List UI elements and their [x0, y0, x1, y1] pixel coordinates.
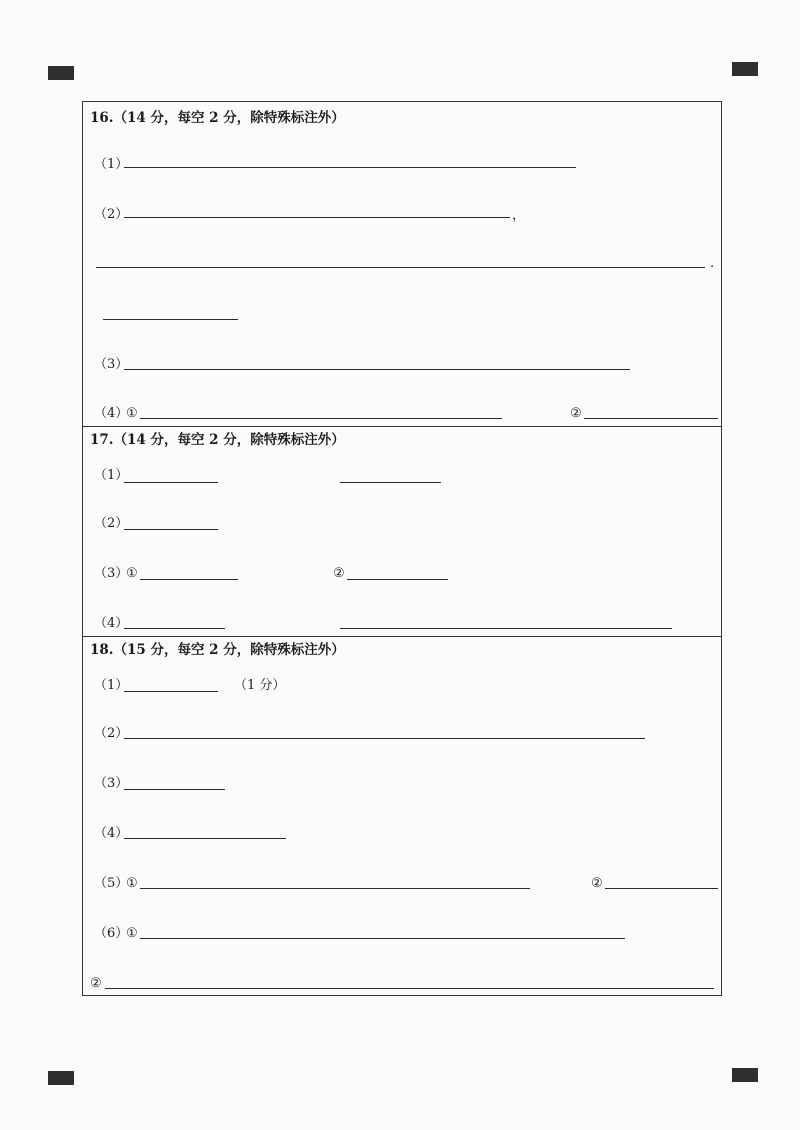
q18-part-3-label: （3）: [94, 776, 129, 791]
q16-part-4-circle-2: ②: [570, 406, 582, 421]
registration-mark-bottom-right: [732, 1068, 758, 1082]
q16-part-1-label: （1）: [94, 157, 129, 172]
question-16-header: 16.（14 分，每空 2 分，除特殊标注外）: [90, 110, 345, 126]
q18-part-3-answer-line[interactable]: [124, 789, 225, 790]
q16-part-1-answer-line[interactable]: [124, 167, 576, 168]
q18-part-6-circle-2: ②: [90, 976, 102, 991]
q18-part-5-circle-1: ①: [126, 876, 138, 891]
q18-part-6-answer-line-2[interactable]: [105, 988, 714, 989]
q16-part-3-label: （3）: [94, 357, 129, 372]
registration-mark-top-right: [732, 62, 758, 76]
question-17-header: 17.（14 分，每空 2 分，除特殊标注外）: [90, 432, 345, 448]
q18-part-1-score-note: （1 分）: [234, 678, 286, 693]
q18-part-2-answer-line[interactable]: [124, 738, 645, 739]
q18-part-4-label: （4）: [94, 826, 129, 841]
q18-part-5-label: （5）: [94, 876, 129, 891]
q16-part-3-answer-line[interactable]: [124, 369, 630, 370]
q17-part-1-answer-line-1[interactable]: [124, 482, 218, 483]
q17-part-4-answer-line-1[interactable]: [124, 628, 225, 629]
q17-part-3-answer-line-2[interactable]: [347, 579, 448, 580]
registration-mark-top-left: [48, 66, 74, 80]
q16-part-2-period: .: [710, 256, 715, 271]
q16-part-2-comma: ，: [512, 208, 526, 223]
answer-frame: [82, 101, 722, 996]
q16-part-2-answer-line-c[interactable]: [103, 319, 238, 320]
q18-part-4-answer-line[interactable]: [124, 838, 286, 839]
q17-part-3-circle-2: ②: [333, 566, 345, 581]
q18-part-6-circle-1: ①: [126, 926, 138, 941]
q17-part-3-answer-line-1[interactable]: [140, 579, 238, 580]
q17-part-3-label: （3）: [94, 566, 129, 581]
q16-part-4-label: （4）: [94, 406, 129, 421]
q18-part-1-answer-line[interactable]: [124, 691, 218, 692]
divider-q17-q18: [82, 636, 722, 637]
q18-part-5-circle-2: ②: [591, 876, 603, 891]
q17-part-4-answer-line-2[interactable]: [340, 628, 672, 629]
divider-q16-q17: [82, 426, 722, 427]
q17-part-1-label: （1）: [94, 468, 129, 483]
q18-part-6-answer-line-1[interactable]: [140, 938, 625, 939]
q17-part-2-answer-line[interactable]: [124, 529, 218, 530]
q17-part-4-label: （4）: [94, 616, 129, 631]
q18-part-1-label: （1）: [94, 678, 129, 693]
q16-part-4-circle-1: ①: [126, 406, 138, 421]
registration-mark-bottom-left: [48, 1071, 74, 1085]
q18-part-2-label: （2）: [94, 726, 129, 741]
q16-part-4-answer-line-2[interactable]: [584, 418, 718, 419]
q17-part-3-circle-1: ①: [126, 566, 138, 581]
q17-part-1-answer-line-2[interactable]: [340, 482, 441, 483]
q17-part-2-label: （2）: [94, 516, 129, 531]
question-18-header: 18.（15 分，每空 2 分，除特殊标注外）: [90, 642, 345, 658]
q18-part-6-label: （6）: [94, 926, 129, 941]
q16-part-2-answer-line-a[interactable]: [124, 217, 510, 218]
q18-part-5-answer-line-1[interactable]: [140, 888, 530, 889]
q16-part-2-answer-line-b[interactable]: [96, 267, 705, 268]
q16-part-2-label: （2）: [94, 207, 129, 222]
q18-part-5-answer-line-2[interactable]: [605, 888, 718, 889]
q16-part-4-answer-line-1[interactable]: [140, 418, 502, 419]
